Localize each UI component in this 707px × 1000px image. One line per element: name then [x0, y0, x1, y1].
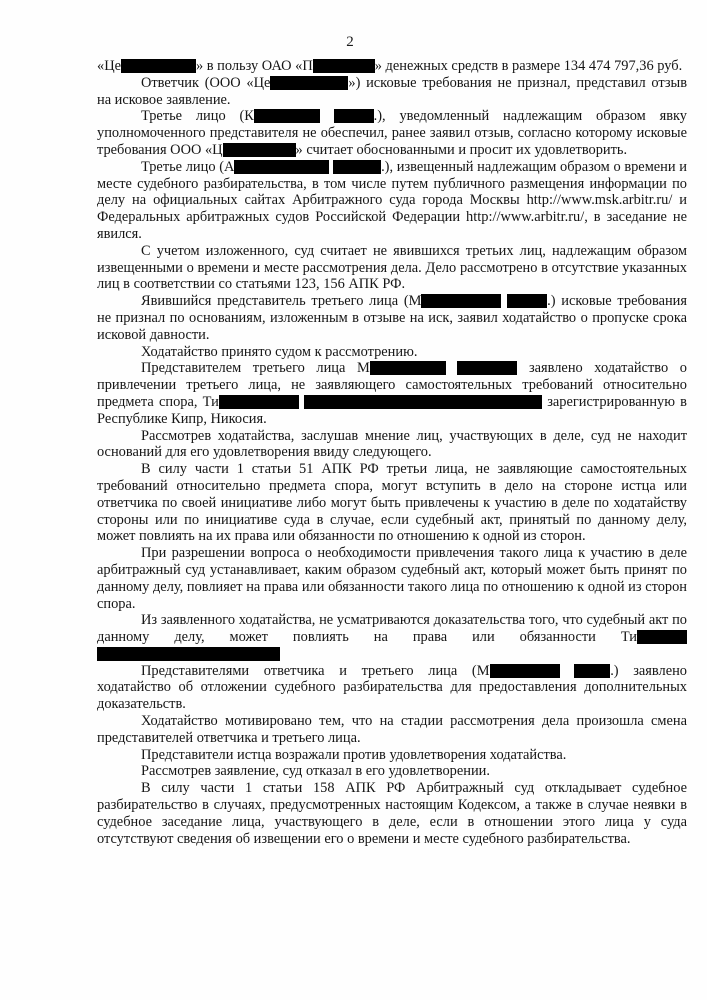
redaction-bar — [574, 664, 610, 678]
paragraph: «Це » в пользу ОАО «П » денежных средств в размере 134 474 797,36 руб. — [97, 58, 683, 74]
paragraph: Представителем третьего лица М заявлено ходатайство о привлечении третьего лица, не заявляющего самостоятельных требований относительно предмета спора, Ти зарегистрированную в Республике Кипр, Никосия. — [97, 360, 687, 427]
redaction-bar — [334, 109, 374, 123]
paragraph: Представителями ответчика и третьего лица (М .) заявлено ходатайство об отложении судебного разбирательства для предоставления дополнительных доказательств. — [97, 662, 688, 713]
redaction-bar — [313, 59, 375, 73]
redaction-bar — [507, 294, 547, 308]
redaction-bar — [223, 143, 296, 157]
paragraph: Представители истца возражали против удовлетворения ходатайства. — [141, 746, 567, 763]
redaction-bar — [234, 160, 329, 174]
redaction-bar — [254, 109, 320, 123]
redaction-bar — [421, 294, 501, 308]
redaction-bar — [270, 76, 348, 90]
redaction-bar — [121, 59, 196, 73]
paragraph: При разрешении вопроса о необходимости привлечения такого лица к участию в деле арбитражный суд устанавливает, каким образом судебный акт, который может быть принят по данному делу, повлияет на права или обязанности такого лица по отношению к одной из сторон спора. — [97, 545, 687, 612]
paragraph: Из заявленного ходатайства, не усматриваются доказательства того, что судебный акт по данному делу, может повлиять на права или обязанности Ти — [97, 612, 687, 662]
paragraph: Третье лицо (К .), уведомленный надлежащим образом явку уполномоченного представителя не обеспечил, ранее заявил отзыв, согласно которому исковые требования ООО «Ц » считает обоснованными и просит их удовлетворить. — [97, 108, 687, 158]
paragraph: Рассмотрев ходатайства, заслушав мнение лиц, участвующих в деле, суд не находит оснований для его удовлетворения ввиду следующего. — [97, 427, 687, 461]
redaction-bar — [97, 647, 280, 661]
paragraph: Третье лицо (А .), извещенный надлежащим образом о времени и месте судебного разбирательства, в том числе путем публичного размещения информации по делу на официальных сайтах Арбитражного суда города Москвы http://www.msk.arbitr.ru/ и Федеральных арбитражных судов Российской Федерации http://www.arbitr.ru/, в заседание не явился. — [97, 158, 687, 242]
page-number: 2 — [346, 34, 354, 50]
redaction-bar — [370, 361, 446, 375]
redaction-bar — [333, 160, 381, 174]
paragraph: С учетом изложенного, суд считает не явившихся третьих лиц, надлежащим образом извещенными о времени и месте рассмотрения дела. Дело рассмотрено в отсутствие указанных лиц в соответствии со статьями 123, 156 АПК РФ. — [97, 242, 687, 293]
paragraph: Ходатайство принято судом к рассмотрению. — [141, 343, 418, 360]
redaction-bar — [490, 664, 560, 678]
paragraph: Явившийся представитель третьего лица (М .) исковые требования не признал по основаниям, изложенным в отзыве на иск, заявил ходатайство о пропуске срока исковой давности. — [97, 293, 687, 343]
paragraph: Ответчик (ООО «Це ») исковые требования не признал, представил отзыв на исковое заявление. — [97, 74, 687, 108]
redaction-bar — [219, 395, 299, 409]
paragraph: Ходатайство мотивировано тем, что на стадии рассмотрения дела произошла смена представителей ответчика и третьего лица. — [97, 713, 687, 746]
redaction-bar — [637, 630, 687, 644]
paragraph: В силу части 1 статьи 51 АПК РФ третьи лица, не заявляющие самостоятельных требований относительно предмета спора, могут вступить в дело на стороне истца или ответчика по своей инициативе либо могут быть привлечены к участию в деле по ходатайству стороны или по инициативе суда в случае, если судебный акт, принятый по данному делу, может повлиять на их права или обязанности по отношению к одной из сторон. — [97, 461, 687, 545]
paragraph: Рассмотрев заявление, суд отказал в его удовлетворении. — [141, 763, 490, 780]
document-body — [97, 58, 687, 847]
paragraph: В силу части 1 статьи 158 АПК РФ Арбитражный суд откладывает судебное разбирательство в случаях, предусмотренных настоящим Кодексом, а также в случае неявки в судебное заседание лица, участвующего в деле, если в отношении этого лица у суда отсутствуют сведения об извещении его о времени и месте судебного разбирательства. — [97, 780, 687, 847]
redaction-bar — [304, 395, 542, 409]
redaction-bar — [457, 361, 517, 375]
